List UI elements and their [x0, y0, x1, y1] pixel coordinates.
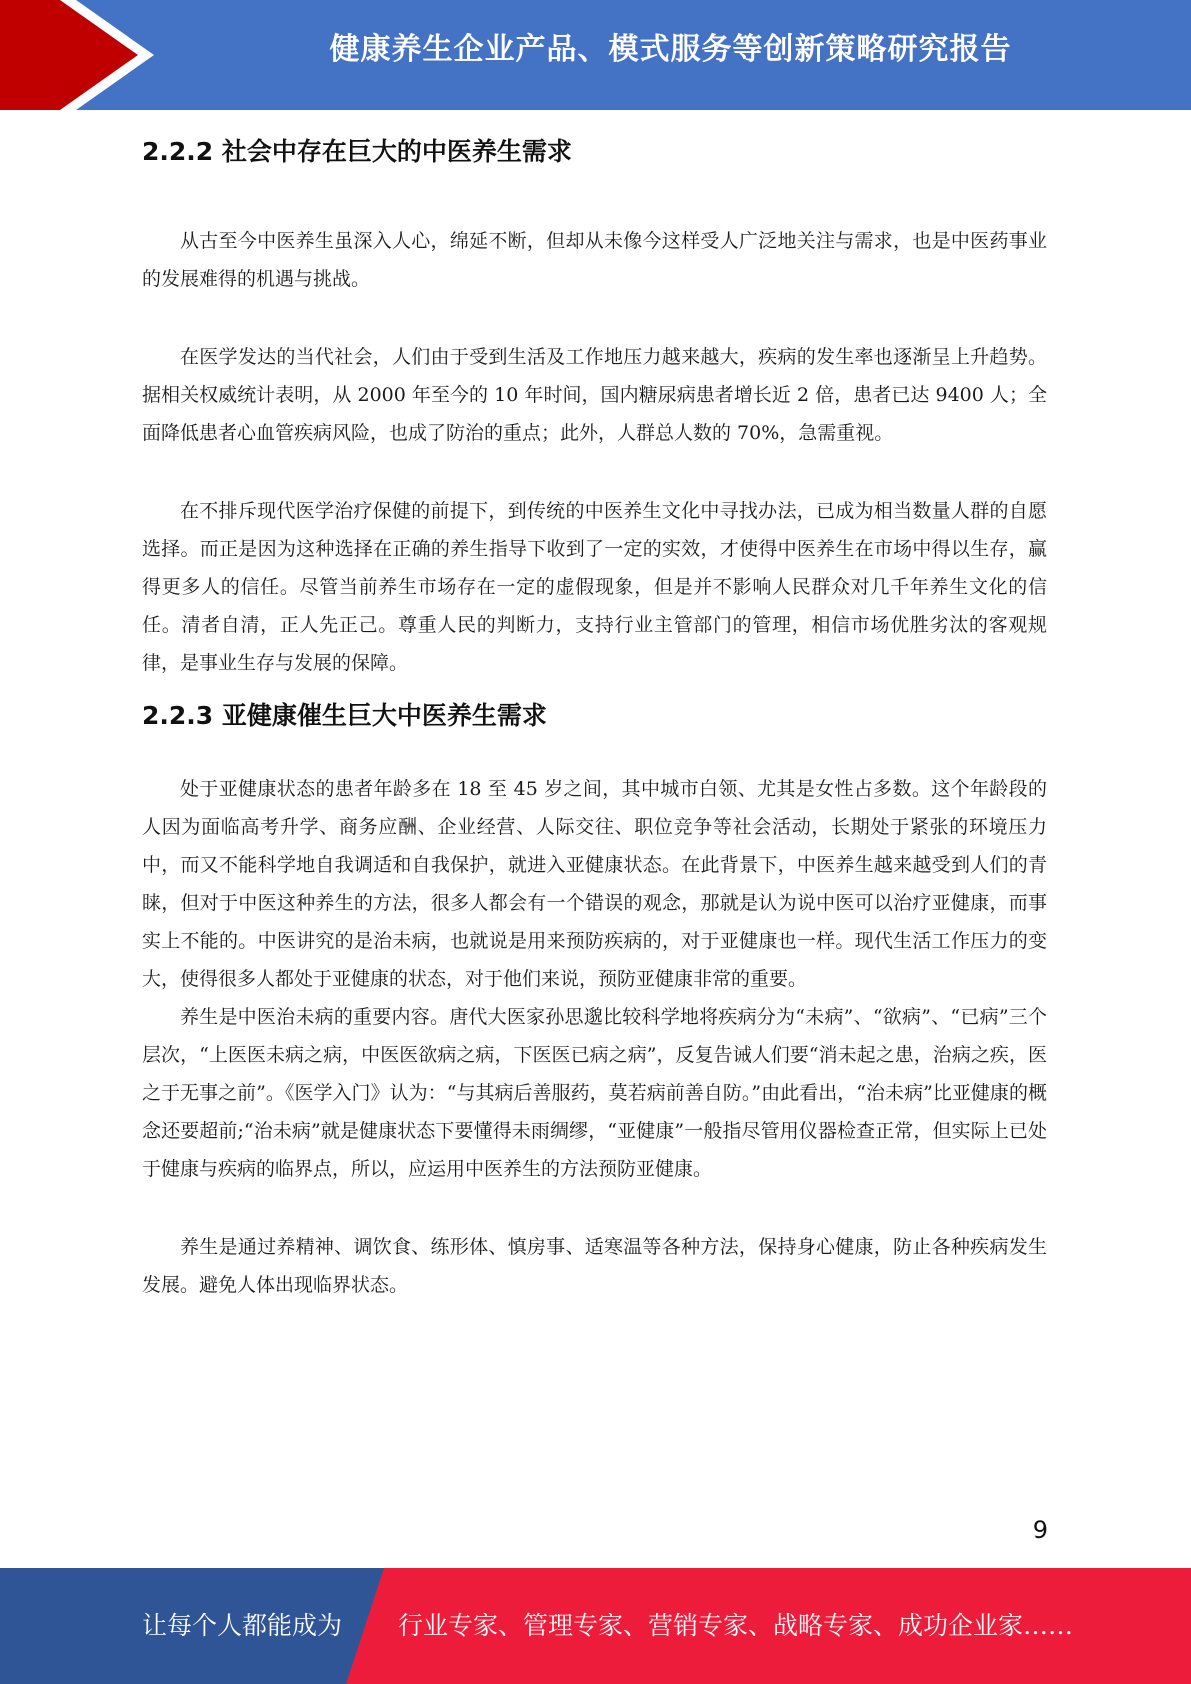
header-title: 健康养生企业产品、模式服务等创新策略研究报告 — [329, 32, 1012, 67]
paragraph: 养生是通过养精神、调饮食、练形体、慎房事、适寒温等各种方法，保持身心健康，防止各种疾病发生发展。避免人体出现临界状态。 — [142, 1236, 1047, 1296]
page-number: 9 — [1032, 1516, 1048, 1544]
footer-slogan-left: 让每个人都能成为 — [142, 1611, 343, 1640]
page-header — [0, 0, 1191, 110]
footer-slogan-right: 行业专家、管理专家、营销专家、战略专家、成功企业家…… — [398, 1611, 1074, 1640]
paragraph: 在不排斥现代医学治疗保健的前提下，到传统的中医养生文化中寻找办法，已成为相当数量人群的自愿选择。而正是因为这种选择在正确的养生指导下收到了一定的实效，才使得中医养生在市场中得以生存，赢得更多人的信任。尽管当前养生市场存在一定的虚假现象，但是并不影响人民群众对几千年养生文化的信任。清者自清，正人先正己。尊重人民的判断力，支持行业主管部门的管理，相信市场优胜劣汰的客观规律，是事业生存与发展的保障。 — [142, 500, 1047, 674]
paragraph: 在医学发达的当代社会，人们由于受到生活及工作地压力越来越大，疾病的发生率也逐渐呈上升趋势。据相关权威统计表明，从 2000 年至今的 10 年时间，国内糖尿病患者增长近 2 倍，患者已达 9400 人；全面降低患者心血管疾病风险，也成了防治的重点；此外，人群总人数的 70%，急需重视。 — [142, 346, 1047, 444]
paragraph: 养生是中医治未病的重要内容。唐代大医家孙思邈比较科学地将疾病分为“未病”、“欲病”、“已病”三个层次，“上医医未病之病，中医医欲病之病，下医医已病之病”，反复告诫人们要“消未起之患，治病之疾，医之于无事之前”。《医学入门》认为：“与其病后善服药，莫若病前善自防。”由此看出，“治未病”比亚健康的概念还要超前;“治未病”就是健康状态下要懂得未雨绸缪，“亚健康”一般指尽管用仪器检查正常，但实际上已处于健康与疾病的临界点，所以，应运用中医养生的方法预防亚健康。 — [142, 1006, 1047, 1180]
paragraph: 处于亚健康状态的患者年龄多在 18 至 45 岁之间，其中城市白领、尤其是女性占多数。这个年龄段的人因为面临高考升学、商务应酬、企业经营、人际交往、职位竞争等社会活动，长期处于紧张的环境压力中，而又不能科学地自我调适和自我保护，就进入亚健康状态。在此背景下，中医养生越来越受到人们的青睐，但对于中医这种养生的方法，很多人都会有一个错误的观念，那就是认为说中医可以治疗亚健康，而事实上不能的。中医讲究的是治未病，也就说是用来预防疾病的，对于亚健康也一样。现代生活工作压力的变大，使得很多人都处于亚健康的状态，对于他们来说，预防亚健康非常的重要。 — [142, 778, 1047, 990]
main-content — [142, 118, 1047, 1304]
section-heading-2-2-2: 2.2.2 社会中存在巨大的中医养生需求 — [142, 137, 572, 166]
header-arrow-decoration — [0, 0, 160, 110]
paragraph: 从古至今中医养生虽深入人心，绵延不断，但却从未像今这样受人广泛地关注与需求，也是中医药事业的发展难得的机遇与挑战。 — [142, 230, 1047, 290]
page-footer — [0, 1568, 1191, 1684]
section-heading-2-2-3: 2.2.3 亚健康催生巨大中医养生需求 — [142, 701, 547, 730]
